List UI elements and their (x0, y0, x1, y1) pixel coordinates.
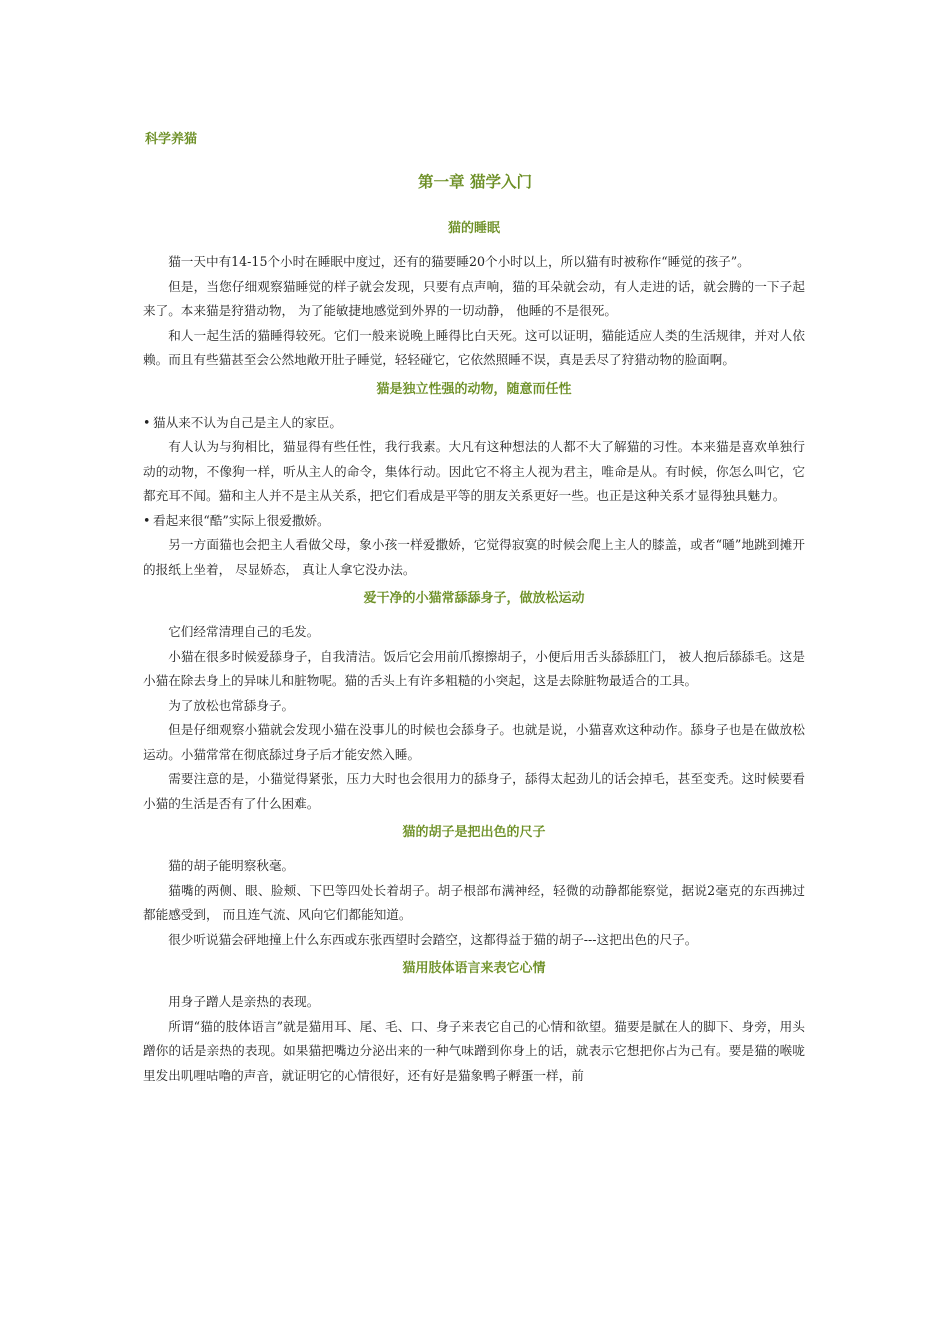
paragraph: 它们经常清理自己的毛发。 (168, 624, 320, 639)
paragraph: 猫嘴的两侧、眼、脸颊、下巴等四处长着胡子。胡子根部布满神经，轻微的动静都能察觉，据说2毫克的东西拂过都能感受到， 而且连气流、风向它们都能知道。 (143, 882, 805, 922)
bullet-marker: • (143, 512, 151, 528)
paragraph: 另一方面猫也会把主人看做父母，象小孩一样爱撒娇，它觉得寂寞的时候会爬上主人的膝盖，或者“嗵”地跳到摊开的报纸上坐着， 尽显娇态， 真让人拿它没办法。 (143, 537, 805, 577)
bullet-marker: • (143, 414, 151, 430)
paragraph: 但是仔细观察小猫就会发现小猫在没事儿的时候也会舔身子。也就是说，小猫喜欢这种动作。舔身子也是在做放松运动。小猫常常在彻底舔过身子后才能安然入睡。 (143, 722, 805, 762)
bullet-item (143, 411, 805, 436)
section-heading: 猫用肢体语言来表它心情 (402, 961, 546, 976)
paragraph: 需要注意的是，小猫觉得紧张，压力大时也会很用力的舔身子，舔得太起劲儿的话会掉毛，甚至变秃。这时候要看小猫的生活是否有了什么困难。 (143, 771, 805, 811)
paragraph: 用身子蹭人是亲热的表现。 (168, 994, 320, 1009)
paragraph: 猫一天中有14-15个小时在睡眠中度过，还有的猫要睡20个小时以上，所以猫有时被称作“睡觉的孩子”。 (168, 254, 750, 269)
paragraph: 小猫在很多时候爱舔身子，自我清洁。饭后它会用前爪擦擦胡子，小便后用舌头舔舔肛门， 被人抱后舔舔毛。这是小猫在除去身上的异味儿和脏物呢。猫的舌头上有许多粗糙的小突起，这是去除脏物最适合的工具。 (143, 648, 805, 688)
paragraph: 所谓“猫的肢体语言”就是猫用耳、尾、毛、口、身子来表它自己的心情和欲望。猫要是腻在人的脚下、身旁，用头蹭你的话是亲热的表现。如果猫把嘴边分泌出来的一种气味蹭到你身上的话，就表示它想把你占为己有。要是猫的喉咙里发出叽哩咕噜的声音，就证明它的心情很好，还有好是猫象鸭子孵蛋一样，前 (143, 1018, 805, 1083)
section-heading: 猫的胡子是把出色的尺子 (402, 825, 546, 840)
bullet-item (143, 509, 805, 534)
paragraph: 为了放松也常舔身子。 (168, 697, 295, 713)
section-heading: 猫是独立性强的动物，随意而任性 (376, 381, 572, 397)
paragraph: 有人认为与狗相比，猫显得有些任性，我行我素。大凡有这种想法的人都不大了解猫的习性。本来猫是喜欢单独行动的动物，不像狗一样，听从主人的命令，集体行动。因此它不将主人视为君主，唯命是从。有时候，你怎么叫它，它都充耳不闻。猫和主人并不是主从关系，把它们看成是平等的朋友关系更好一些。也正是这种关系才显得独具魅力。 (143, 439, 805, 503)
chapter-title: 第一章 猫学入门 (418, 173, 532, 191)
document-body (143, 218, 805, 1088)
bullet-text: 看起来很“酷”实际上很爱撒娇。 (153, 512, 330, 528)
bullet-text: 猫从来不认为自己是主人的家臣。 (153, 414, 342, 430)
section-heading: 猫的睡眠 (447, 221, 500, 236)
paragraph: 猫的胡子能明察秋毫。 (168, 858, 295, 873)
paragraph: 很少听说猫会砰地撞上什么东西或东张西望时会踏空，这都得益于猫的胡子---这把出色的尺子。 (168, 931, 698, 947)
section-heading: 爱干净的小猫常舔舔身子，做放松运动 (363, 591, 585, 606)
paragraph: 和人一起生活的猫睡得较死。它们一般来说晚上睡得比白天死。这可以证明，猫能适应人类的生活规律，并对人依赖。而且有些猫甚至会公然地敞开肚子睡觉，轻轻碰它，它依然照睡不误，真是丢尽了狩猎动物的脸面啊。 (143, 327, 805, 367)
document-title: 科学养猫 (145, 132, 198, 147)
paragraph: 但是，当您仔细观察猫睡觉的样子就会发现，只要有点声响，猫的耳朵就会动，有人走进的话，就会腾的一下子起来了。本来猫是狩猎动物， 为了能敏捷地感觉到外界的一切动静， 他睡的不是很死。 (143, 278, 805, 318)
